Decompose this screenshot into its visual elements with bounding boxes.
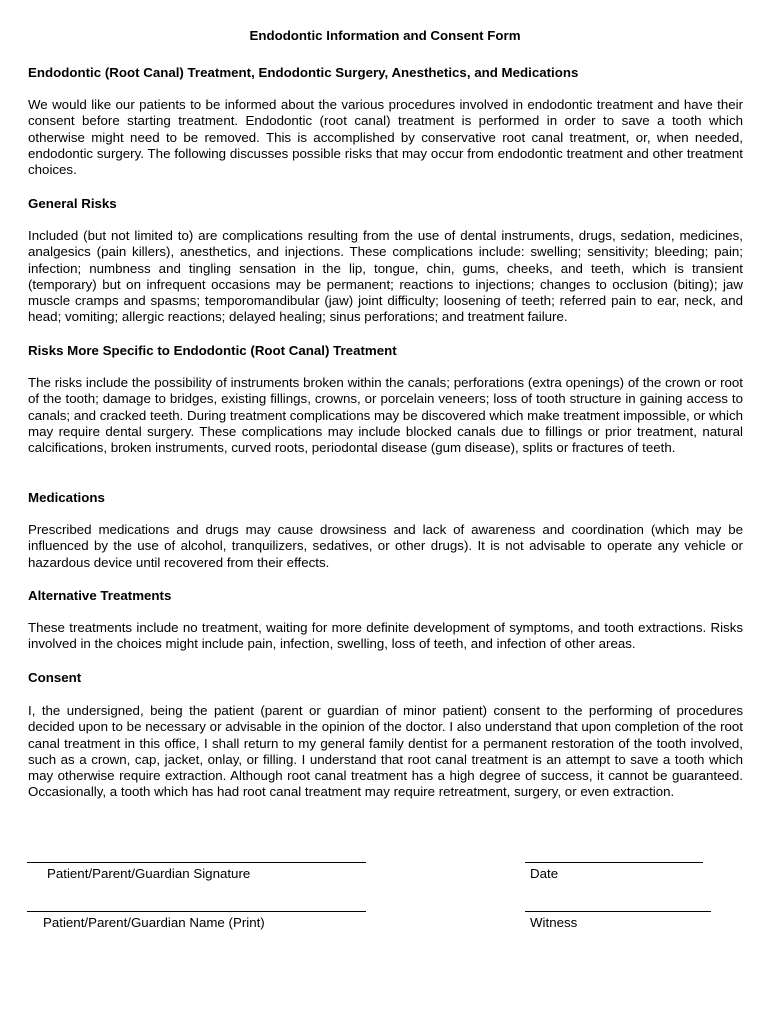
alternative-treatments-heading: Alternative Treatments xyxy=(28,588,172,603)
date-line[interactable] xyxy=(525,862,703,863)
witness-label: Witness xyxy=(530,915,578,930)
print-name-label: Patient/Parent/Guardian Name (Print) xyxy=(43,915,265,930)
date-label: Date xyxy=(530,866,559,881)
witness-line[interactable] xyxy=(525,911,711,912)
print-name-line[interactable] xyxy=(27,911,366,912)
consent-heading: Consent xyxy=(28,670,82,685)
general-risks-paragraph: Included (but not limited to) are complications resulting from the use of dental instruments, drugs, sedation, medicines, analgesics (pain killers), anesthetics, and injections. These complications include: swelling; sensitivity; bleeding; pain; infection; numbness and tingling sensation in the lip, tongue, chin, gums, cheeks, and teeth, which is transient (temporary) but on infrequent occasions may be permanent; reactions to injections; changes to occlusion (biting); jaw muscle cramps and spasms; temporomandibular (jaw) joint difficulty; loosening of teeth; referred pain to ear, neck, and head; vomiting; allergic reactions; delayed healing; sinus perforations; and treatment failure. xyxy=(28,228,743,325)
form-subtitle: Endodontic (Root Canal) Treatment, Endodontic Surgery, Anesthetics, and Medications xyxy=(28,65,579,80)
medications-paragraph: Prescribed medications and drugs may cause drowsiness and lack of awareness and coordination (which may be influenced by the use of alcohol, tranquilizers, sedatives, or other drugs). It is not advisable to operate any vehicle or hazardous device until recovered from their effects. xyxy=(28,522,743,570)
medications-heading: Medications xyxy=(28,490,105,505)
specific-risks-heading: Risks More Specific to Endodontic (Root Canal) Treatment xyxy=(28,343,397,358)
general-risks-heading: General Risks xyxy=(28,196,117,211)
alternative-treatments-paragraph: These treatments include no treatment, waiting for more definite development of symptoms, and tooth extractions. Risks involved in the choices might include pain, infection, swelling, loss of teeth, and infection of other areas. xyxy=(28,620,743,652)
signature-line[interactable] xyxy=(27,862,366,863)
signature-label: Patient/Parent/Guardian Signature xyxy=(47,866,251,881)
intro-paragraph: We would like our patients to be informed about the various procedures involved in endodontic treatment and have their consent before starting treatment. Endodontic (root canal) treatment is performed in order to save a tooth which otherwise might need to be removed. This is accomplished by conservative root canal treatment, or, when needed, endodontic surgery. The following discusses possible risks that may occur from endodontic treatment and other treatment choices. xyxy=(28,97,743,178)
form-title: Endodontic Information and Consent Form xyxy=(249,28,521,43)
specific-risks-paragraph: The risks include the possibility of instruments broken within the canals; perforations (extra openings) of the crown or root of the tooth; damage to bridges, existing fillings, crowns, or porcelain veneers; loss of tooth structure in gaining access to canals; and cracked teeth. During treatment complications may be discovered which make treatment impossible, or which may require dental surgery. These complications may include blocked canals due to fillings or prior treatment, natural calcifications, broken instruments, curved roots, periodontal disease (gum disease), splits or fractures of teeth. xyxy=(28,375,743,456)
consent-paragraph: I, the undersigned, being the patient (parent or guardian of minor patient) consent to the performing of procedures decided upon to be necessary or advisable in the opinion of the doctor. I also understand that upon completion of the root canal treatment in this office, I shall return to my general family dentist for a permanent restoration of the tooth involved, such as a crown, cap, jacket, onlay, or filling. I understand that root canal treatment is an attempt to save a tooth which may otherwise require extraction. Although root canal treatment has a high degree of success, it cannot be guaranteed. Occasionally, a tooth which has had root canal treatment may require retreatment, surgery, or even extraction. xyxy=(28,703,743,800)
